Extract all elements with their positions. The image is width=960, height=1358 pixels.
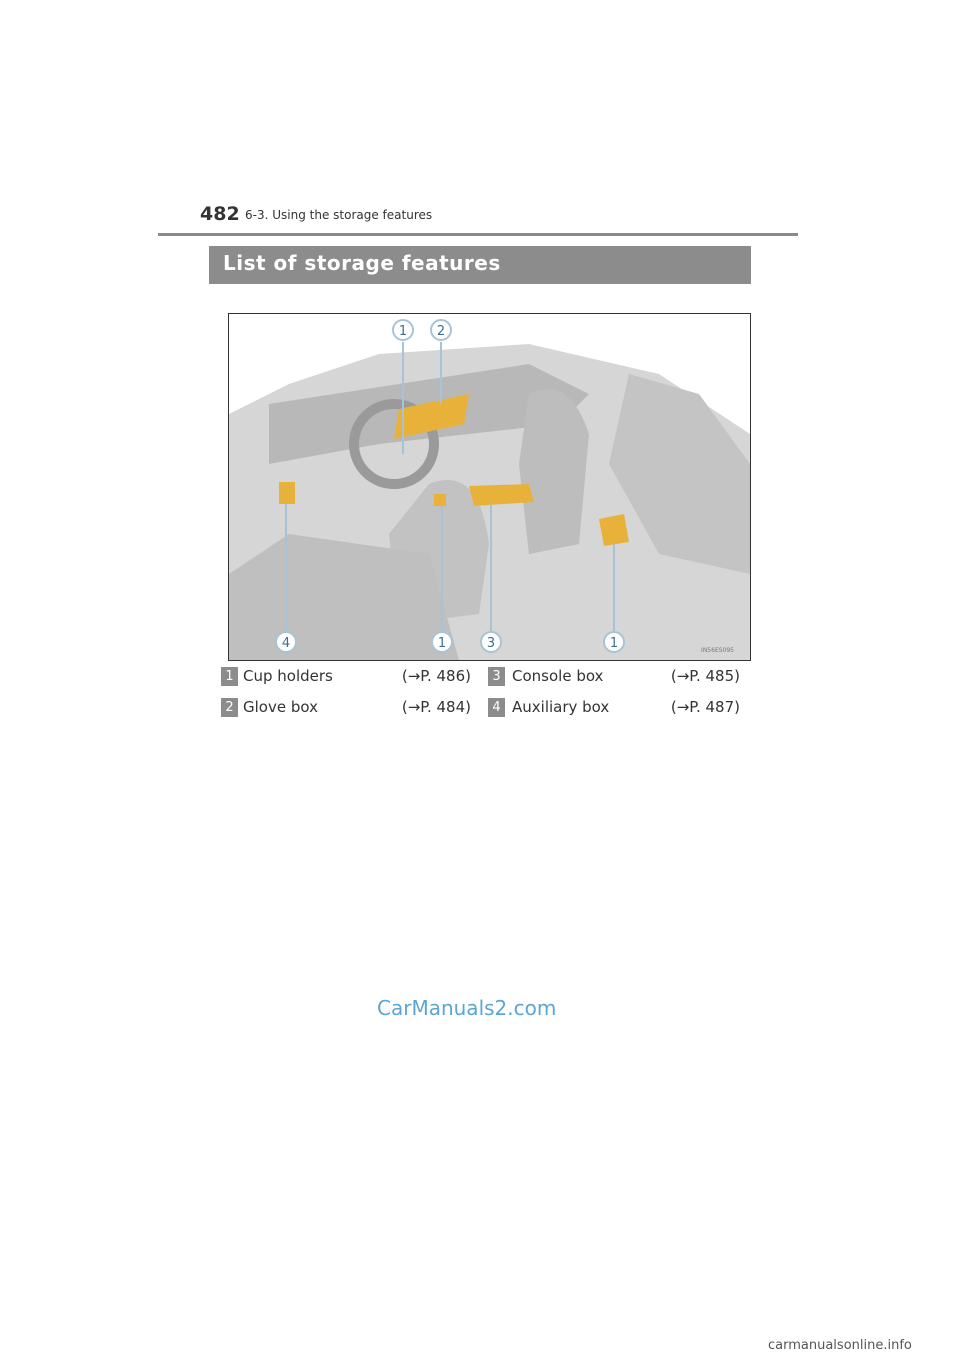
header-rule	[158, 233, 798, 236]
legend-label: Cup holders	[243, 667, 333, 685]
callout-label: 4	[281, 636, 291, 651]
section-title: 6-3. Using the storage features	[245, 208, 433, 222]
auxiliary-box-highlight	[279, 482, 295, 504]
car-interior-figure	[228, 313, 751, 661]
page-title: List of storage features	[223, 251, 501, 275]
callout-label: 2	[436, 324, 446, 339]
figure-code: IN56ES095	[701, 647, 734, 654]
legend-item-auxiliary-box	[488, 698, 740, 718]
legend-label: Console box	[512, 667, 604, 685]
cup-holder-rear-highlight	[599, 514, 629, 546]
footer-watermark[interactable]: carmanualsonline.info	[768, 1338, 912, 1353]
page-number: 482	[200, 203, 240, 225]
legend-number: 2	[221, 698, 238, 717]
legend-number: 1	[221, 667, 238, 686]
page-reference-link[interactable]: (→P. 487)	[670, 698, 740, 716]
cup-holder-front-highlight	[434, 494, 446, 506]
car-interior-illustration	[229, 314, 750, 660]
legend-number: 3	[488, 667, 505, 686]
legend-item-console-box	[488, 667, 740, 687]
legend-number: 4	[488, 698, 505, 717]
callout-label: 1	[609, 636, 619, 651]
legend-item-cup-holders	[221, 667, 471, 687]
page-reference-link[interactable]: (→P. 485)	[670, 667, 740, 685]
legend-label: Auxiliary box	[512, 698, 610, 716]
page-reference-link[interactable]: (→P. 484)	[401, 698, 471, 716]
watermark[interactable]: CarManuals2.com	[377, 996, 557, 1020]
page-reference-link[interactable]: (→P. 486)	[401, 667, 471, 685]
legend-item-glove-box	[221, 698, 471, 718]
callout-label: 1	[398, 324, 408, 339]
front-seat	[519, 389, 589, 554]
title-bar	[209, 246, 751, 284]
callout-label: 1	[437, 636, 447, 651]
legend-label: Glove box	[243, 698, 318, 716]
callout-label: 3	[486, 636, 496, 651]
